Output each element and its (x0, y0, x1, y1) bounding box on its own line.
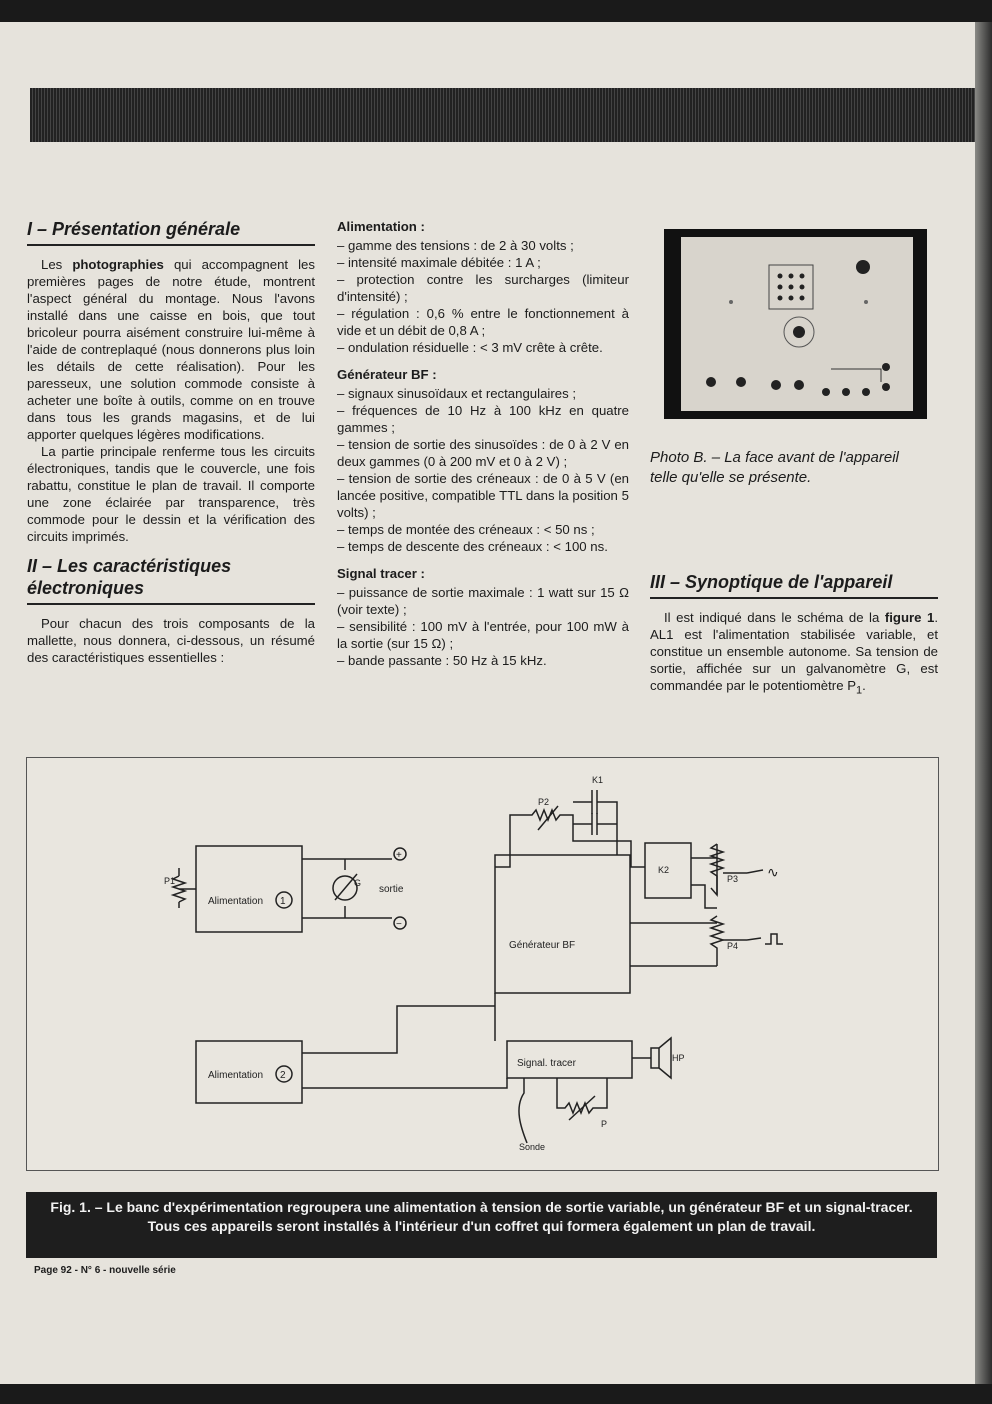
generateur-bf-label: Générateur BF (509, 940, 576, 951)
alim-item: – protection contre les surcharges (limiteur d'intensité) ; (337, 272, 629, 304)
bold-term: photographies (72, 257, 164, 272)
g-label: G (354, 878, 362, 888)
alim-item: – intensité maximale débitée : 1 A ; (337, 255, 541, 270)
tracer-item: – sensibilité : 100 mV à l'entrée, pour 100 mW à la sortie (sur 15 Ω) ; (337, 619, 629, 651)
alim-item: – gamme des tensions : de 2 à 30 volts ; (337, 238, 574, 253)
gen-item: – fréquences de 10 Hz à 100 kHz en quatre gammes ; (337, 403, 629, 435)
alimentation-1-box (196, 846, 302, 932)
text-run: qui accompagnent les premières pages de notre étude, montrent l'aspect général du montage. Nous l'avons installé dans une caisse en bois, que tout bricoleur pourra aisément construire lui-même à l'aide de contreplaqué (nous donnerons plus loin les détails de cette réalisation). Pour les paresseux, une solution commode consiste à acheter une boîte à outils, comme on en trouve dans tous les grands magasins, et de lui apporter quelques légères modifications. (27, 257, 315, 442)
page-footer: Page 92 - N° 6 - nouvelle série (34, 1265, 176, 1276)
p1-label: P1 (164, 876, 176, 886)
figure-1-caption: Fig. 1. – Le banc d'expérimentation regroupera une alimentation à tension de sortie variable, un générateur BF et un signal-tracer. Tous ces appareils seront installés à l'intérieur d'un coffret qui formera également un plan de travail. (26, 1192, 937, 1258)
column-3 (650, 571, 938, 700)
column-1 (27, 218, 315, 666)
p3-label: P3 (727, 874, 739, 884)
bold-term: figure 1 (884, 610, 935, 625)
square-wave-symbol (765, 934, 783, 944)
k1-label: K1 (592, 775, 604, 785)
alimentation-1-number: 1 (280, 896, 286, 907)
tracer-item: – puissance de sortie maximale : 1 watt sur 15 Ω (voir texte) ; (337, 585, 629, 617)
gen-item: – temps de descente des créneaux : < 100 ns. (337, 539, 608, 554)
photo-front-panel (664, 229, 927, 419)
column-2 (337, 218, 629, 669)
gen-item: – tension de sortie des créneaux : de 0 à 5 V (en lancée positive, compatible TTL dans la position 5 volts) ; (337, 471, 629, 520)
svg-text:+: + (396, 850, 402, 861)
section-3-paragraph (650, 609, 938, 700)
section-1-paragraph-2: La partie principale renferme tous les circuits électroniques, tandis que le couvercle, une fois rabattu, constitue le plan de travail. Il comporte une zone éclairée par transparence, très commode pour le dessin et la vérification des circuits imprimés. (27, 444, 315, 544)
section-2-paragraph: Pour chacun des trois composants de la mallette, nous donnera, ci-dessous, un résumé des caractéristiques essentielles : (27, 616, 315, 665)
p4-label: P4 (727, 941, 739, 951)
block-diagram-figure-1 (26, 757, 939, 1171)
generateur-title: Générateur BF : (337, 367, 437, 382)
alim-item: – régulation : 0,6 % entre le fonctionnement à vide et un débit de 0,8 A ; (337, 306, 629, 338)
signal-tracer-label: Signal. tracer (517, 1058, 576, 1069)
alimentation-title: Alimentation : (337, 219, 425, 234)
section-1-heading: I – Présentation générale (27, 218, 315, 246)
sortie-label: sortie (379, 884, 404, 895)
header-halftone-band (30, 88, 975, 142)
text-run: Les (41, 257, 73, 272)
photo-caption: Photo B. – La face avant de l'appareil telle qu'elle se présente. (650, 449, 899, 486)
subscript: 1 (855, 684, 863, 697)
gen-item: – signaux sinusoïdaux et rectangulaires ; (337, 386, 576, 401)
section-2-heading: II – Les caractéristiques électroniques (27, 555, 315, 605)
sonde-label: Sonde (519, 1142, 546, 1152)
text-run: . (862, 678, 866, 693)
alimentation-1-label: Alimentation (208, 896, 264, 907)
alimentation-2-label: Alimentation (208, 1070, 264, 1081)
gen-item: – temps de montée des créneaux : < 50 ns ; (337, 522, 595, 537)
text-run: . AL1 est l'alimentation stabilisée variable, et constitue un ensemble autonome. Sa tension de sortie, affichée sur un galvanomètre G, est commandée par le potentiomètre P (650, 610, 939, 693)
generateur-bf-box (495, 855, 630, 993)
section-3-heading: III – Synoptique de l'appareil (650, 571, 938, 599)
sine-output-symbol: ∿ (767, 864, 779, 880)
k2-label: K2 (658, 865, 670, 875)
tracer-item: – bande passante : 50 Hz à 15 kHz. (337, 653, 547, 668)
section-1-paragraph-1 (27, 256, 315, 443)
p2-label: P2 (538, 797, 550, 807)
alimentation-2-number: 2 (280, 1070, 286, 1081)
page-edge-shadow (975, 22, 992, 1384)
gen-item: – tension de sortie des sinusoïdes : de 0 à 2 V en deux gammes (0 à 200 mV et 0 à 2 V) ; (337, 437, 629, 469)
front-panel-image (681, 237, 913, 411)
hp-label: HP (672, 1053, 685, 1063)
alim-item: – ondulation résiduelle : < 3 mV crête à crête. (337, 340, 603, 355)
svg-text:−: − (396, 919, 402, 930)
text-run: Il est indiqué dans le schéma de la (664, 610, 885, 625)
p-label: P (601, 1119, 608, 1129)
signal-tracer-title: Signal tracer : (337, 566, 425, 581)
